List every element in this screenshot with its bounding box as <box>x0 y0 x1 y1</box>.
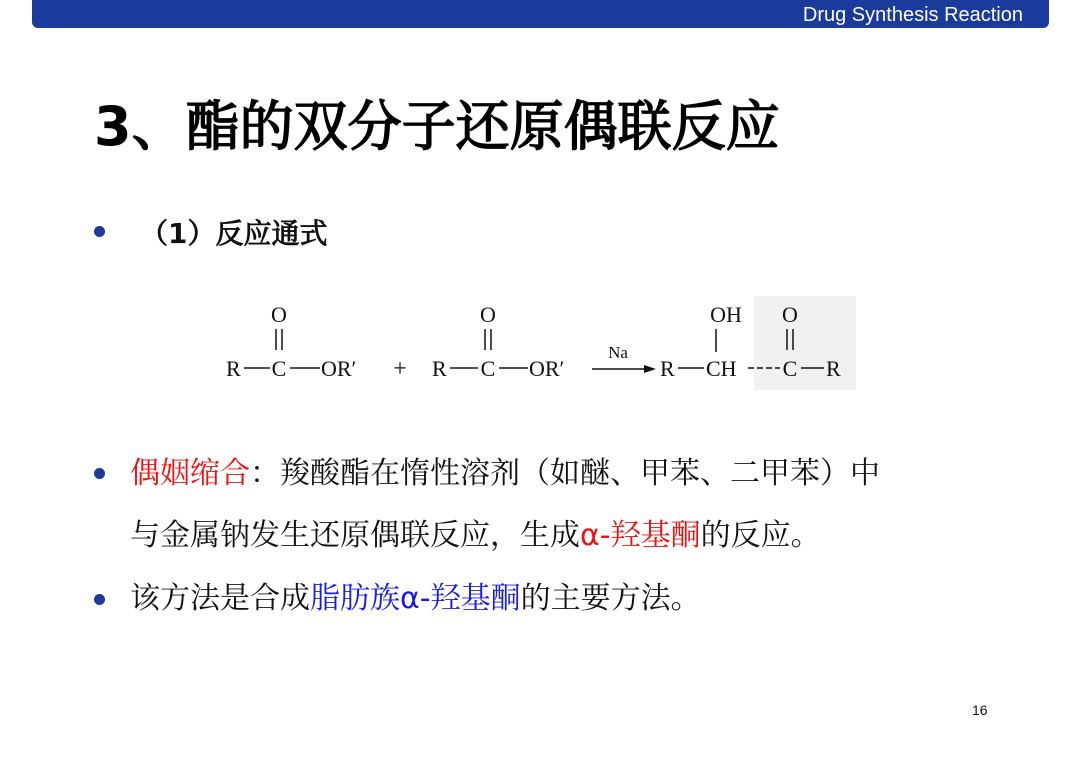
reagent-label: Na <box>608 343 628 362</box>
paragraph-1-line-2 <box>130 519 821 553</box>
page-number: 16 <box>972 702 988 718</box>
product-ch: CH <box>706 356 737 381</box>
paragraph-1-text: ：羧酸酯在惰性溶剂（如醚、甲苯、二甲苯）中 <box>250 456 880 491</box>
subheading: （1）反应通式 <box>140 217 328 250</box>
reaction-equation <box>224 296 864 396</box>
reactant1-or: OR′ <box>321 356 357 381</box>
reactant1-oxygen: O <box>271 302 287 327</box>
reactant1-r: R <box>226 356 241 381</box>
reactant2-oxygen: O <box>480 302 496 327</box>
bullet-icon <box>94 468 105 479</box>
slide-title: 3、酯的双分子还原偶联反应 <box>94 95 780 158</box>
paragraph-1-line-1 <box>130 457 880 491</box>
paragraph-2-text-2: 的主要方法。 <box>520 581 701 616</box>
reactant1-carbon: C <box>271 356 287 381</box>
product-hydroxyl: OH <box>710 302 742 327</box>
product-oxygen: O <box>782 302 798 327</box>
reactant2-r: R <box>432 356 447 381</box>
highlight-aliphatic-hydroxy-ketone: 脂肪族α-羟基酮 <box>310 581 521 616</box>
product-carbon: C <box>782 356 798 381</box>
header-banner-text: Drug Synthesis Reaction <box>802 4 1023 26</box>
paragraph-2-text: 该方法是合成 <box>130 581 310 616</box>
reactant2-carbon: C <box>480 356 496 381</box>
product-r2: R <box>826 356 841 381</box>
paragraph-2 <box>130 582 701 616</box>
bullet-icon <box>94 226 105 237</box>
highlight-hydroxy-ketone: α-羟基酮 <box>580 518 701 553</box>
header-banner <box>32 0 1049 28</box>
bullet-icon <box>94 594 105 605</box>
arrowhead-icon <box>644 365 656 373</box>
term-acyloin-condensation: 偶姻缩合 <box>130 456 250 491</box>
equation-scan-shading <box>754 296 856 390</box>
paragraph-1-text-2: 与金属钠发生还原偶联反应，生成 <box>130 518 580 553</box>
product-r1: R <box>660 356 675 381</box>
reactant2-or: OR′ <box>529 356 565 381</box>
paragraph-1-text-3: 的反应。 <box>700 518 821 553</box>
plus-sign: + <box>393 356 407 382</box>
